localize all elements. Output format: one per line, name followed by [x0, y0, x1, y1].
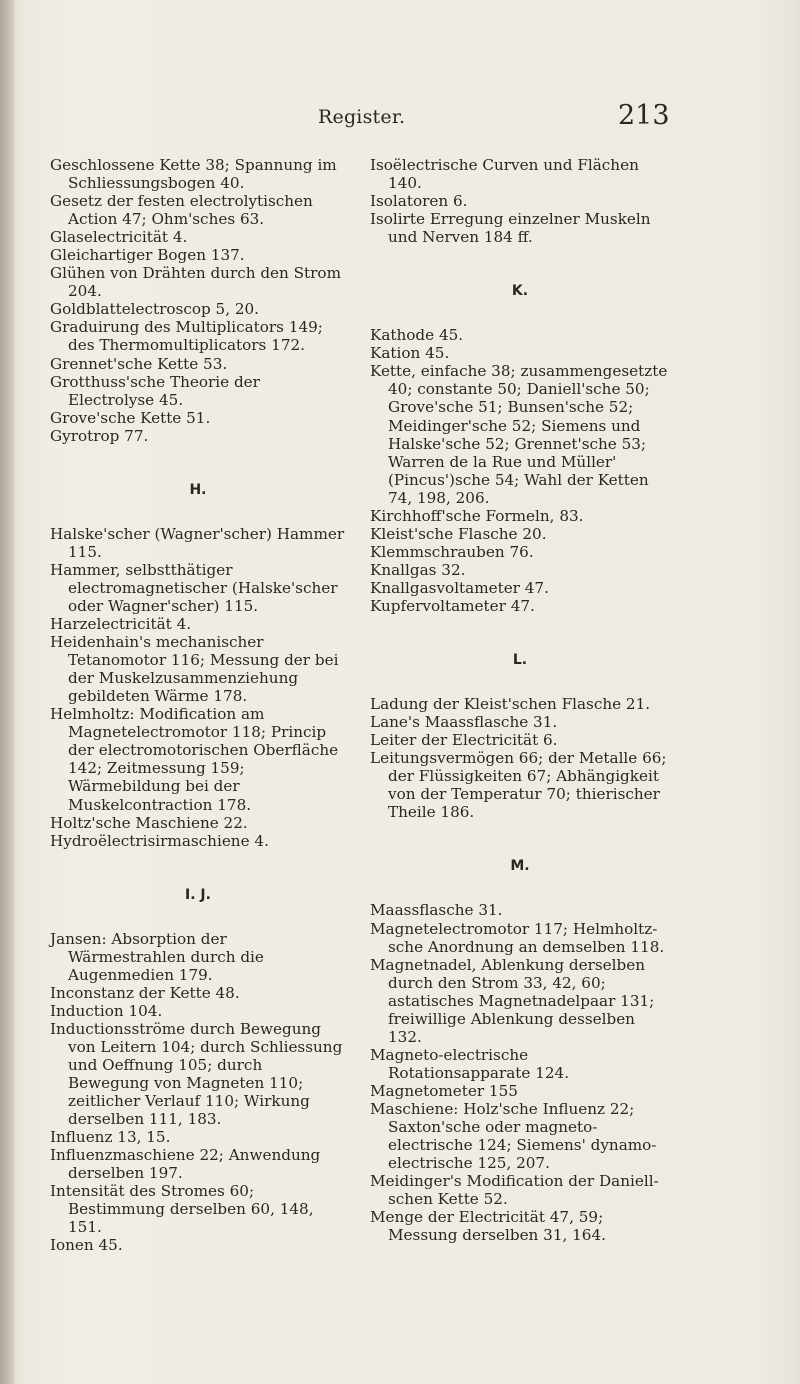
left-column	[50, 156, 346, 1255]
running-title: Register.	[318, 106, 406, 128]
index-entry: Harzelectricität 4.	[50, 615, 192, 634]
index-entry: Ladung der Kleist'schen Flasche 21.	[370, 695, 651, 714]
section-spacer	[50, 445, 346, 481]
index-entry: Glaselectricität 4.	[50, 228, 188, 247]
section-spacer	[370, 246, 670, 282]
index-entry: Maassflasche 31.	[370, 901, 503, 920]
index-entry: Maschiene: Holz'sche Influenz 22; Saxton'sche oder magneto-electrische 124; Siemens' dynamo-electrische 125, 207.	[370, 1099, 657, 1173]
page-header	[0, 100, 800, 140]
index-entry: Graduirung des Multiplicators 149; des Thermomultiplicators 172.	[50, 318, 323, 355]
index-entry: Ionen 45.	[50, 1236, 123, 1255]
section-letter-l: L.	[512, 652, 528, 669]
index-entry: Gyrotrop 77.	[50, 426, 149, 445]
index-entry: Grotthuss'sche Theorie der Electrolyse 45.	[50, 372, 260, 409]
index-entry: Grennet'sche Kette 53.	[50, 354, 228, 373]
index-entry: Halske'scher (Wagner'scher) Hammer 115.	[50, 524, 345, 561]
section-spacer	[370, 821, 670, 857]
index-entry: Kleist'sche Flasche 20.	[370, 524, 547, 543]
index-entry: Knallgas 32.	[370, 560, 466, 579]
index-entry: Induction 104.	[50, 1001, 163, 1020]
index-entry: Intensität des Stromes 60; Bestimmung derselben 60, 148, 151.	[50, 1182, 314, 1237]
index-entry: Magnetnadel, Ablenkung derselben durch den Strom 33, 42, 60; astatisches Magnetnadelpaar 131; freiwillige Ablenkung desselben 132.	[370, 955, 655, 1046]
index-entry: Heidenhain's mechanischer Tetanomotor 116; Messung der bei der Muskelzusammenziehung gebildeten Wärme 178.	[50, 633, 339, 706]
index-entry: Leitungsvermögen 66; der Metalle 66; der Flüssigkeiten 67; Abhängigkeit von der Temperatur 70; thierischer Theile 186.	[370, 749, 667, 822]
section-letter-h: H.	[189, 481, 207, 498]
index-entry: Jansen: Absorption der Wärmestrahlen durch die Augenmedien 179.	[50, 929, 264, 984]
index-entry: Knallgasvoltameter 47.	[370, 578, 549, 597]
section-spacer	[50, 904, 346, 930]
index-entry: Hydroëlectrisirmaschiene 4.	[50, 831, 269, 850]
index-entry: Kation 45.	[370, 344, 450, 363]
index-entry: Holtz'sche Maschiene 22.	[50, 813, 248, 832]
index-entry: Glühen von Drähten durch den Strom 204.	[50, 264, 341, 301]
section-spacer	[370, 300, 670, 326]
section-letter-ij: I. J.	[185, 886, 211, 903]
index-entry: Magnetometer 155	[370, 1081, 518, 1100]
index-entry: Isoëlectrische Curven und Flächen 140.	[370, 156, 639, 193]
index-entry: Inductionsströme durch Bewegung von Leitern 104; durch Schliessung und Oeffnung 105; durch Bewegung von Magneten 110; zeitlicher Verlauf 110; Wirkung derselben 111, 183.	[50, 1019, 343, 1129]
index-entry: Hammer, selbstthätiger electromagnetischer (Halske'scher oder Wagner'scher) 115.	[50, 560, 338, 615]
index-entry: Gesetz der festen electrolytischen Action 47; Ohm'sches 63.	[50, 192, 313, 229]
section-spacer	[370, 669, 670, 695]
index-entry: Meidinger's Modification der Daniell-schen Kette 52.	[370, 1172, 659, 1209]
section-letter-k: K.	[511, 283, 529, 300]
page-gutter	[0, 0, 14, 1384]
index-entry: Kathode 45.	[370, 326, 464, 345]
index-entry: Gleichartiger Bogen 137.	[50, 246, 245, 265]
index-entry: Magneto-electrische Rotationsapparate 124.	[370, 1045, 570, 1082]
section-spacer	[50, 850, 346, 886]
index-entry: Menge der Electricität 47, 59; Messung derselben 31, 164.	[370, 1208, 606, 1245]
index-entry: Isolatoren 6.	[370, 192, 468, 211]
index-entry: Kupfervoltameter 47.	[370, 596, 535, 615]
index-entry: Inconstanz der Kette 48.	[50, 983, 240, 1002]
section-letter-m: M.	[510, 858, 530, 875]
index-entry: Klemmschrauben 76.	[370, 542, 534, 561]
section-spacer	[370, 615, 670, 651]
index-entry: Geschlossene Kette 38; Spannung im Schliessungsbogen 40.	[50, 156, 337, 193]
index-entry: Kirchhoff'sche Formeln, 83.	[370, 506, 584, 525]
index-entry: Isolirte Erregung einzelner Muskeln und Nerven 184 ff.	[370, 210, 651, 247]
section-spacer	[50, 499, 346, 525]
page-number: 213	[618, 100, 670, 131]
index-entry: Kette, einfache 38; zusammengesetzte 40; constante 50; Daniell'sche 50; Grove'sche 51; Bunsen'sche 52; Meidinger'sche 52; Siemens und Halske'sche 52; Grennet'sche 53; Warren de la Rue und Müller' (Pincus')sche 54; Wahl der Ketten 74, 198, 206.	[370, 362, 668, 507]
index-entry: Influenzmaschiene 22; Anwendung derselben 197.	[50, 1146, 321, 1183]
index-entry: Goldblattelectroscop 5, 20.	[50, 300, 260, 319]
section-spacer	[370, 875, 670, 901]
index-entry: Magnetelectromotor 117; Helmholtz-sche Anordnung an demselben 118.	[370, 919, 665, 956]
index-entry: Influenz 13, 15.	[50, 1128, 171, 1147]
index-entry: Lane's Maassflasche 31.	[370, 713, 558, 732]
index-entry: Helmholtz: Modification am Magnetelectromotor 118; Princip der electromotorischen Oberfläche 142; Zeitmessung 159; Wärmebildung bei der Muskelcontraction 178.	[50, 705, 339, 814]
index-entry: Leiter der Electricität 6.	[370, 731, 558, 750]
index-entry: Grove'sche Kette 51.	[50, 408, 211, 427]
right-column	[370, 156, 670, 1244]
